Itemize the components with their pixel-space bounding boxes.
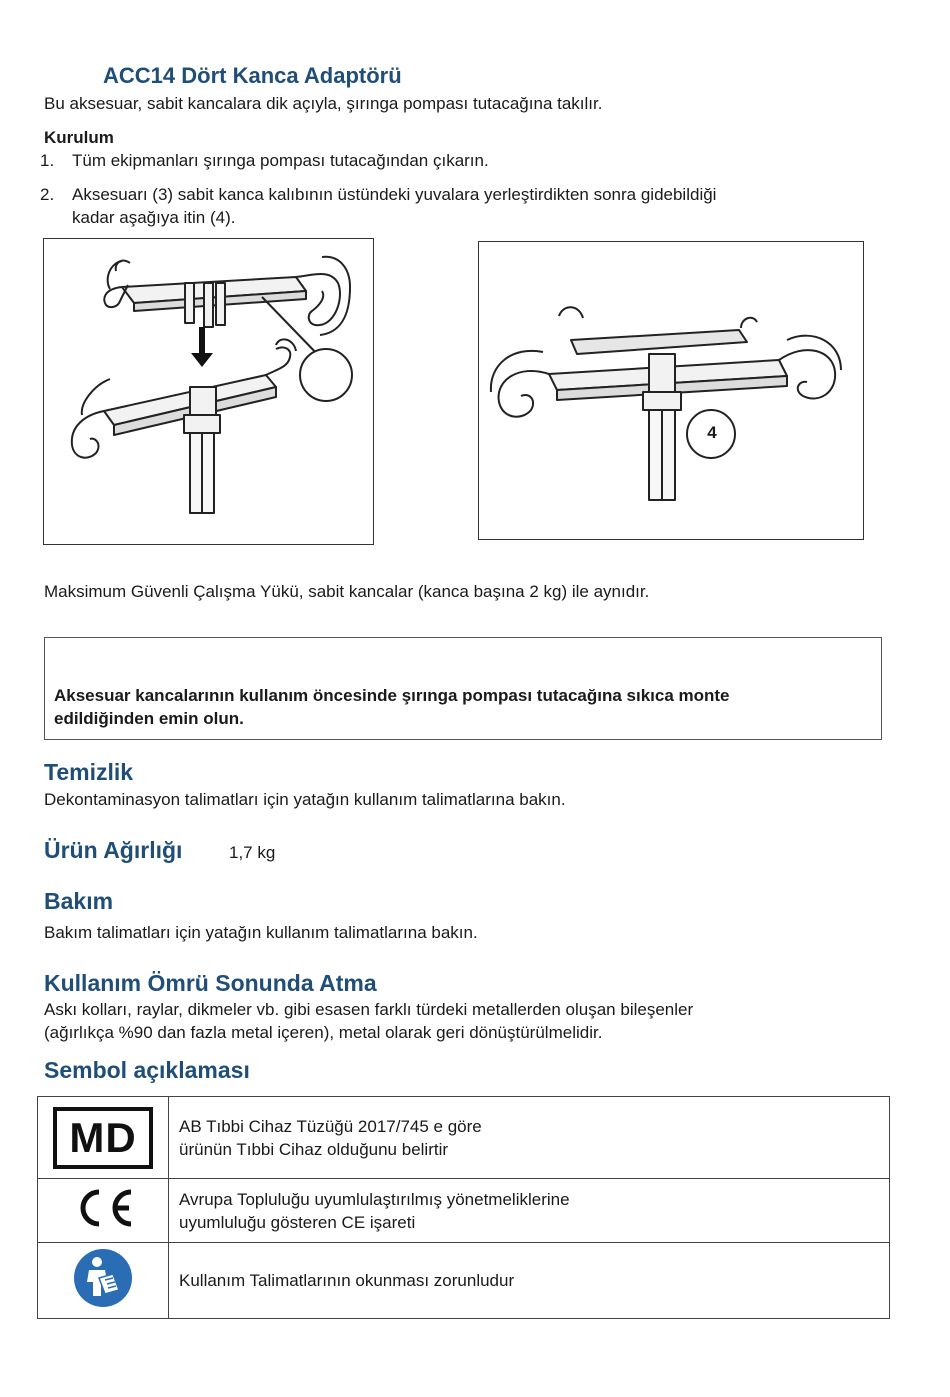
step-1-number: 1. — [40, 151, 55, 170]
step-2-number: 2. — [40, 185, 55, 204]
warning-box — [44, 637, 882, 740]
ce-mark-icon — [71, 1188, 135, 1228]
md-desc-line-2: ürünün Tıbbi Cihaz olduğunu belirtir — [179, 1139, 449, 1159]
figure-insert-adapter — [43, 238, 374, 545]
md-desc-line-1: AB Tıbbi Cihaz Tüzüğü 2017/745 e göre — [179, 1116, 482, 1136]
symbols-heading: Sembol açıklaması — [44, 1057, 250, 1083]
symbol-row-ce — [38, 1179, 890, 1243]
maintenance-text: Bakım talimatları için yatağın kullanım talimatlarına bakın. — [44, 923, 478, 942]
step-2-text-cont: kadar aşağıya itin (4). — [72, 208, 236, 227]
read-instructions-desc: Kullanım Talimatlarının okunması zorunludur — [179, 1271, 515, 1290]
install-heading: Kurulum — [44, 128, 114, 147]
symbols-table — [37, 1096, 890, 1319]
intro-text: Bu aksesuar, sabit kancalara dik açıyla, şırınga pompası tutacağına takılır. — [44, 94, 603, 113]
symbol-row-read-instructions — [38, 1243, 890, 1319]
symbol-description — [169, 1243, 890, 1319]
md-icon: MD — [53, 1107, 153, 1169]
read-instructions-icon — [73, 1248, 133, 1308]
disposal-line-1: Askı kolları, raylar, dikmeler vb. gibi esasen farklı türdeki metallerden oluşan bileşenler — [44, 1000, 694, 1019]
disposal-heading: Kullanım Ömrü Sonunda Atma — [44, 970, 377, 996]
ce-desc-line-1: Avrupa Topluluğu uyumlulaştırılmış yönetmeliklerine — [179, 1189, 570, 1209]
symbol-cell — [38, 1243, 169, 1319]
symbol-description — [169, 1179, 890, 1243]
warning-line-2: edildiğinden emin olun. — [54, 709, 244, 728]
symbol-description — [169, 1097, 890, 1179]
maintenance-heading: Bakım — [44, 888, 114, 914]
page-title: ACC14 Dört Kanca Adaptörü — [103, 63, 402, 88]
cleaning-text: Dekontaminasyon talimatları için yatağın kullanım talimatlarına bakın. — [44, 790, 566, 809]
ce-desc-line-2: uyumluluğu gösteren CE işareti — [179, 1212, 416, 1232]
symbol-cell — [38, 1097, 169, 1179]
step-1-text: Tüm ekipmanları şırınga pompası tutacağından çıkarın. — [72, 151, 489, 170]
symbol-cell — [38, 1179, 169, 1243]
safe-working-load-text: Maksimum Güvenli Çalışma Yükü, sabit kancalar (kanca başına 2 kg) ile aynıdır. — [44, 582, 650, 601]
adapter-insert-illustration — [44, 239, 373, 544]
adapter-mounted-illustration — [479, 242, 863, 539]
weight-heading: Ürün Ağırlığı — [44, 837, 183, 863]
step-2-text: Aksesuarı (3) sabit kanca kalıbının üstündeki yuvalara yerleştirdikten sonra gidebildiği — [72, 185, 717, 204]
disposal-line-2: (ağırlıkça %90 dan fazla metal içeren), metal olarak geri dönüştürülmelidir. — [44, 1023, 603, 1042]
figure-mounted-adapter — [478, 241, 864, 540]
callout-label-4: 4 — [707, 423, 717, 442]
symbol-row-md — [38, 1097, 890, 1179]
weight-value: 1,7 kg — [229, 843, 276, 862]
warning-line-1: Aksesuar kancalarının kullanım öncesinde şırınga pompası tutacağına sıkıca monte — [54, 686, 730, 705]
cleaning-heading: Temizlik — [44, 759, 134, 785]
